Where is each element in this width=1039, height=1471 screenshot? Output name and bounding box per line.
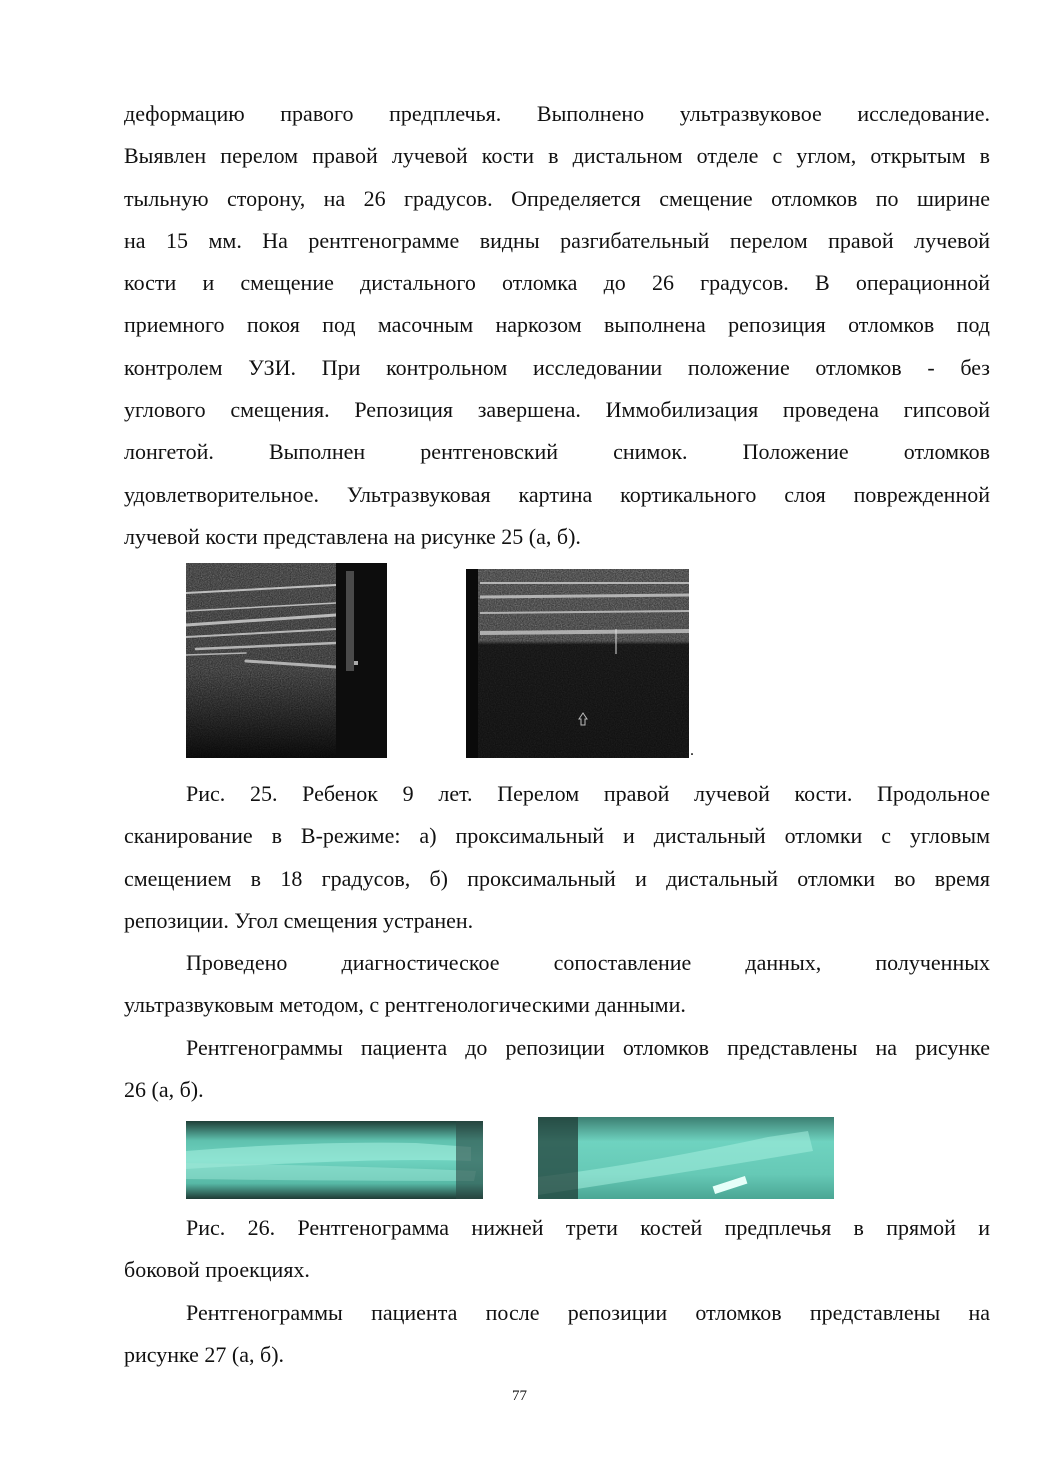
caption-line: смещением в 18 градусов, б) проксимальный и дистальный отломки во время xyxy=(124,865,990,891)
caption-line: Рис. 25. Ребенок 9 лет. Перелом правой лучевой кости. Продольное xyxy=(186,781,990,806)
figure-26-caption xyxy=(124,1207,990,1292)
text-line: Рентгенограммы пациента до репозиции отломков представлены на рисунке xyxy=(186,1035,990,1060)
xray-image-a xyxy=(186,1121,483,1199)
text-line: углового смещения. Репозиция завершена. Иммобилизация проведена гипсовой xyxy=(124,397,990,423)
text-line: лонгетой. Выполнен рентгеновский снимок. Положение отломков xyxy=(124,439,990,465)
text-line: удовлетворительное. Ультразвуковая картина кортикального слоя поврежденной xyxy=(124,481,990,507)
text-line: кости и смещение дистального отломка до 26 градусов. В операционной xyxy=(124,270,990,296)
text-line: лучевой кости представлена на рисунке 25 (а, б). xyxy=(124,523,581,549)
ultrasound-image-b xyxy=(466,569,689,758)
xray-a-graphic xyxy=(186,1121,483,1199)
xray-b-graphic xyxy=(538,1117,834,1199)
text-line: 26 (а, б). xyxy=(124,1077,204,1103)
text-line: Проведено диагностическое сопоставление данных, полученных xyxy=(186,950,990,975)
text-line: Выявлен перелом правой лучевой кости в дистальном отделе с углом, открытым в xyxy=(124,143,990,169)
caption-line: сканирование в В-режиме: а) проксимальный и дистальный отломки с угловым xyxy=(124,823,990,849)
caption-line: Рис. 26. Рентгенограмма нижней трети костей предплечья в прямой и xyxy=(186,1215,990,1240)
paragraph-1 xyxy=(124,93,990,558)
text-line: тыльную сторону, на 26 градусов. Определяется смещение отломков по ширине xyxy=(124,185,990,211)
paragraph-3 xyxy=(124,1027,990,1112)
ultrasound-a-graphic xyxy=(186,563,387,758)
caption-line: боковой проекциях. xyxy=(124,1257,310,1283)
text-line: на 15 мм. На рентгенограмме видны разгибательный перелом правой лучевой xyxy=(124,227,990,253)
xray-image-b xyxy=(538,1117,834,1199)
text-line: приемного покоя под масочным наркозом выполнена репозиция отломков под xyxy=(124,312,990,338)
ultrasound-b-graphic xyxy=(466,569,689,758)
page-number: 77 xyxy=(512,1388,527,1404)
text-line: Рентгенограммы пациента после репозиции отломков представлены на xyxy=(186,1300,990,1325)
ultrasound-image-a xyxy=(186,563,387,758)
paragraph-4 xyxy=(124,1292,990,1377)
caption-line: репозиции. Угол смещения устранен. xyxy=(124,907,474,933)
figure-25-caption xyxy=(124,773,990,942)
text-line: контролем УЗИ. При контрольном исследовании положение отломков - без xyxy=(124,354,990,380)
text-line: ультразвуковым методом, с рентгенологическими данными. xyxy=(124,992,686,1018)
paragraph-2 xyxy=(124,942,990,1027)
text-line: рисунке 27 (а, б). xyxy=(124,1342,285,1368)
text-line: деформацию правого предплечья. Выполнено ультразвуковое исследование. xyxy=(124,101,990,126)
figure-25-trailing-mark: . xyxy=(690,742,694,759)
